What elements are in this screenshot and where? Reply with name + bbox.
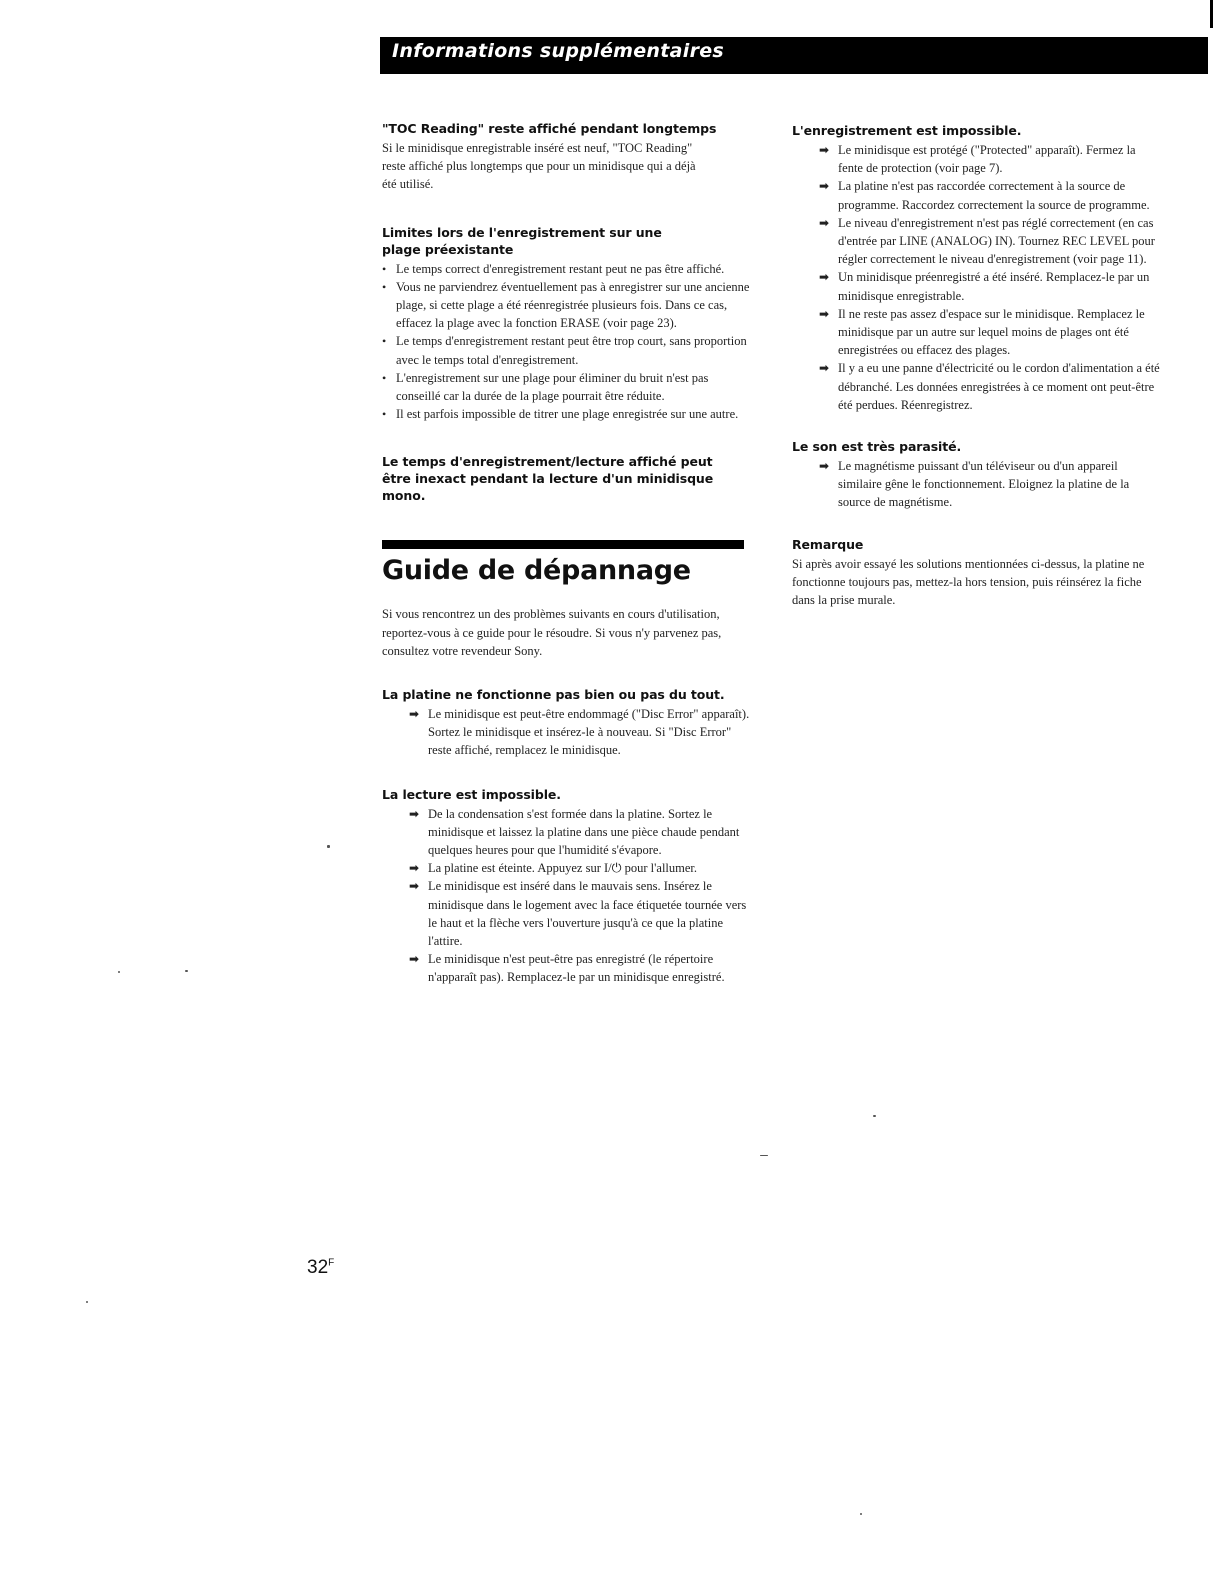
mono-heading: Le temps d'enregistrement/lecture affiché peut être inexact pendant la lecture d'un minidisque mono. xyxy=(382,454,714,504)
list-item: ➡ Le magnétisme puissant d'un téléviseur ou d'un appareil similaire gêne le fonctionnement. Eloignez la platine de la source de magnétisme. xyxy=(819,459,1130,510)
arrow-right-icon: ➡ xyxy=(409,879,420,894)
bullet-icon: • xyxy=(382,261,387,276)
arrow-right-icon: ➡ xyxy=(819,179,830,194)
list-item: • Le temps d'enregistrement restant peut être trop court, sans proportion avec le temps total d'enregistrement. xyxy=(382,334,747,367)
list-item: ➡ Le minidisque n'est peut-être pas enregistré (le répertoire n'apparaît pas). Remplacez-le par un minidisque enregistré. xyxy=(409,952,725,985)
section-header-bar xyxy=(380,37,1208,74)
page-number: $32^F$ xyxy=(307,1257,335,1278)
list-item: • Le temps correct d'enregistrement restant peut ne pas être affiché. xyxy=(382,260,752,278)
bullet-icon: • xyxy=(382,370,387,385)
scan-speck xyxy=(760,1155,768,1156)
limites-list xyxy=(382,260,752,424)
right-column xyxy=(792,122,1162,609)
arrow-right-icon: ➡ xyxy=(819,143,830,157)
guide-title-rule xyxy=(382,540,744,549)
toc-section xyxy=(382,120,752,194)
section-header-title: Informations supplémentaires xyxy=(392,40,725,62)
list-item: ➡ La platine n'est pas raccordée correctement à la source de programme. Raccordez correctement la source de programme. xyxy=(819,179,1150,212)
platine-heading: La platine ne fonctionne pas bien ou pas du tout. xyxy=(382,687,725,703)
list-item: ➡ Le niveau d'enregistrement n'est pas réglé correctement (en cas d'entrée par LINE (ANALOG) IN). Tournez REC LEVEL pour régler correctement le niveau d'enregistrement (voir page 11). xyxy=(819,215,1155,267)
platine-section xyxy=(382,686,752,760)
list-item: ➡ Le minidisque est peut-être endommagé ("Disc Error" apparaît). Sortez le minidisque et insérez-le à nouveau. Si "Disc Error" reste affiché, remplacez le minidisque. xyxy=(409,707,750,758)
son-heading: Le son est très parasité. xyxy=(792,439,962,455)
mono-section xyxy=(382,453,752,504)
scan-speck xyxy=(86,1301,88,1303)
son-section xyxy=(792,438,1162,512)
list-item: ➡ De la condensation s'est formée dans la platine. Sortez le minidisque et laissez la platine dans une pièce chaude pendant quelques heures pour que l'humidité s'évapore. xyxy=(409,806,740,858)
bullet-icon: • xyxy=(382,279,387,294)
lecture-list xyxy=(382,805,752,987)
list-item: ➡ La platine est éteinte. Appuyez sur I/⏻ pour l'allumer. xyxy=(382,859,752,877)
toc-heading: "TOC Reading" reste affiché pendant longtemps xyxy=(382,121,717,136)
arrow-right-icon: ➡ xyxy=(819,361,830,376)
list-item: • Il est parfois impossible de titrer une plage enregistrée sur une autre. xyxy=(382,405,752,423)
remarque-heading: Remarque xyxy=(792,536,864,552)
guide-intro: Si vous rencontrez un des problèmes suivants en cours d'utilisation, reportez-vous à ce guide pour le résoudre. Si vous n'y parvenez pas, consultez votre revendeur Sony. xyxy=(382,607,722,658)
arrow-right-icon: ➡ xyxy=(409,952,420,967)
enregistrement-section xyxy=(792,122,1162,414)
limites-section xyxy=(382,224,752,424)
guide-title: Guide de dépannage xyxy=(382,555,691,587)
lecture-heading: La lecture est impossible. xyxy=(382,786,561,802)
scan-speck xyxy=(873,1115,876,1117)
enregistrement-heading: L'enregistrement est impossible. xyxy=(792,123,1022,138)
bullet-icon: • xyxy=(382,334,387,349)
list-item: • Vous ne parviendrez éventuellement pas à enregistrer sur une ancienne plage, si cette plage a été réenregistrée plusieurs fois. Dans ce cas, effacez la plage avec la fonction ERASE (voir page 23). xyxy=(382,279,750,331)
scan-speck xyxy=(185,970,188,972)
scan-speck xyxy=(860,1513,862,1515)
son-list xyxy=(792,457,1162,512)
arrow-right-icon: ➡ xyxy=(409,861,420,876)
scan-speck xyxy=(327,845,330,848)
list-item: ➡ Il y a eu une panne d'électricité ou le cordon d'alimentation a été débranché. Les données enregistrées à ce moment ont peut-être été perdues. Réenregistrez. xyxy=(819,361,1160,412)
arrow-right-icon: ➡ xyxy=(409,806,420,821)
page-edge-mark xyxy=(1210,0,1213,28)
remarque-body: Si après avoir essayé les solutions mentionnées ci-dessus, la platine ne fonctionne toujours pas, mettez-la hors tension, puis réinsérez la fiche dans la prise murale. xyxy=(792,556,1145,608)
list-item: ➡ Le minidisque est inséré dans le mauvais sens. Insérez le minidisque dans le logement avec la face étiquetée tournée vers le haut et la flèche vers l'ouverture jusqu'à ce que la platine l'attire. xyxy=(409,879,747,949)
lecture-section xyxy=(382,786,752,987)
remarque-section xyxy=(792,536,1162,610)
bullet-icon: • xyxy=(382,407,387,422)
left-column xyxy=(382,120,752,987)
arrow-right-icon: ➡ xyxy=(819,215,830,230)
list-item: ➡ Il ne reste pas assez d'espace sur le minidisque. Remplacez le minidisque par un autre sur lequel moins de plages ont été enregistrées ou effacez des plages. xyxy=(819,306,1145,358)
platine-list xyxy=(382,705,752,760)
arrow-right-icon: ➡ xyxy=(409,707,420,722)
toc-body: Si le minidisque enregistrable inséré est neuf, "TOC Reading" reste affiché plus longtemps que pour un minidisque qui a déjà été utilisé. xyxy=(382,141,696,192)
arrow-right-icon: ➡ xyxy=(819,270,830,285)
arrow-right-icon: ➡ xyxy=(819,306,830,321)
list-item: ➡ Le minidisque est protégé ("Protected" apparaît). Fermez la fente de protection (voir page 7). xyxy=(819,143,1136,176)
arrow-right-icon: ➡ xyxy=(819,459,830,474)
list-item: • L'enregistrement sur une plage pour éliminer du bruit n'est pas conseillé car la durée de la plage pourrait être réduite. xyxy=(382,370,709,404)
enregistrement-list xyxy=(792,141,1162,414)
scan-speck xyxy=(118,971,120,973)
limites-heading: Limites lors de l'enregistrement sur une plage préexistante xyxy=(382,224,662,257)
guide-section xyxy=(382,540,752,660)
list-item: ➡ Un minidisque préenregistré a été inséré. Remplacez-le par un minidisque enregistrable. xyxy=(819,270,1150,303)
